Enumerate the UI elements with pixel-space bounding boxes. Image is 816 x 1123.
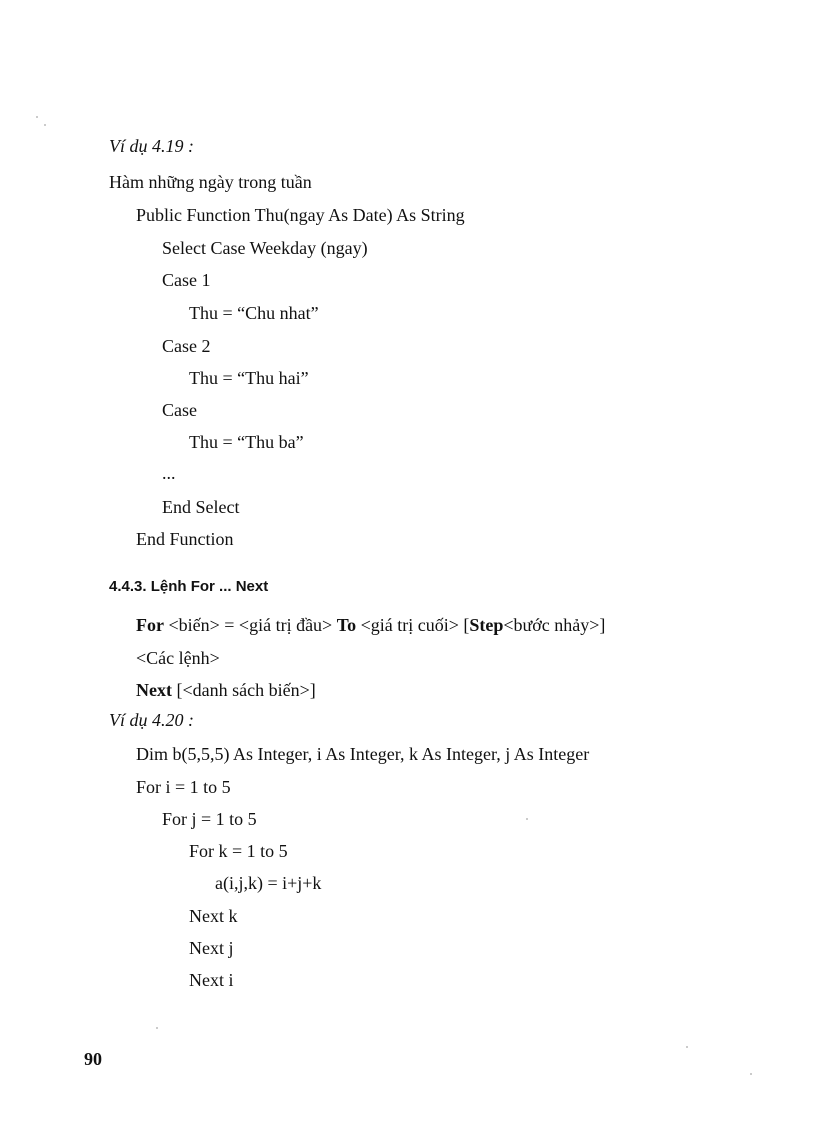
to-keyword: To — [336, 615, 357, 635]
example-4-19-label: Ví dụ 4.19 : — [109, 136, 194, 156]
code-line: For k = 1 to 5 — [189, 841, 288, 861]
page-number: 90 — [84, 1049, 102, 1069]
example-4-19-description: Hàm những ngày trong tuần — [109, 172, 312, 192]
code-line: Public Function Thu(ngay As Date) As String — [136, 205, 465, 225]
code-line: ... — [162, 463, 176, 483]
code-line: Thu = “Chu nhat” — [189, 303, 319, 323]
code-line: For i = 1 to 5 — [136, 777, 231, 797]
scan-speck — [526, 818, 528, 820]
syntax-text: <bước nhảy>] — [503, 615, 606, 635]
scan-speck — [750, 1073, 752, 1075]
code-line: End Select — [162, 497, 240, 517]
code-line: Next i — [189, 970, 234, 990]
next-keyword: Next — [136, 680, 172, 700]
code-line: Dim b(5,5,5) As Integer, i As Integer, k As Integer, j As Integer — [136, 744, 590, 764]
syntax-text: <giá trị cuối> [ — [356, 615, 470, 635]
code-line: Case 1 — [162, 270, 211, 290]
syntax-for-line — [136, 614, 605, 636]
scan-speck — [44, 124, 46, 126]
scan-speck — [36, 116, 38, 118]
for-keyword: For — [136, 615, 164, 635]
code-line: Case 2 — [162, 336, 211, 356]
step-keyword: Step — [469, 615, 504, 635]
scan-speck — [156, 1027, 158, 1029]
code-line: Case — [162, 400, 197, 420]
code-line: Select Case Weekday (ngay) — [162, 238, 368, 258]
code-line: Thu = “Thu ba” — [189, 432, 304, 452]
syntax-next-line — [136, 679, 316, 701]
code-line: a(i,j,k) = i+j+k — [215, 873, 322, 893]
syntax-text: [<danh sách biến>] — [171, 680, 316, 700]
syntax-text: <biến> = <giá trị đầu> — [163, 615, 337, 635]
code-line: Next k — [189, 906, 238, 926]
code-line: Thu = “Thu hai” — [189, 368, 309, 388]
example-4-20-label: Ví dụ 4.20 : — [109, 710, 194, 730]
scan-speck — [686, 1046, 688, 1048]
code-line: End Function — [136, 529, 234, 549]
code-line: Next j — [189, 938, 234, 958]
code-line: For j = 1 to 5 — [162, 809, 257, 829]
section-heading: 4.4.3. Lệnh For ... Next — [109, 578, 269, 595]
syntax-statements: <Các lệnh> — [136, 648, 220, 668]
